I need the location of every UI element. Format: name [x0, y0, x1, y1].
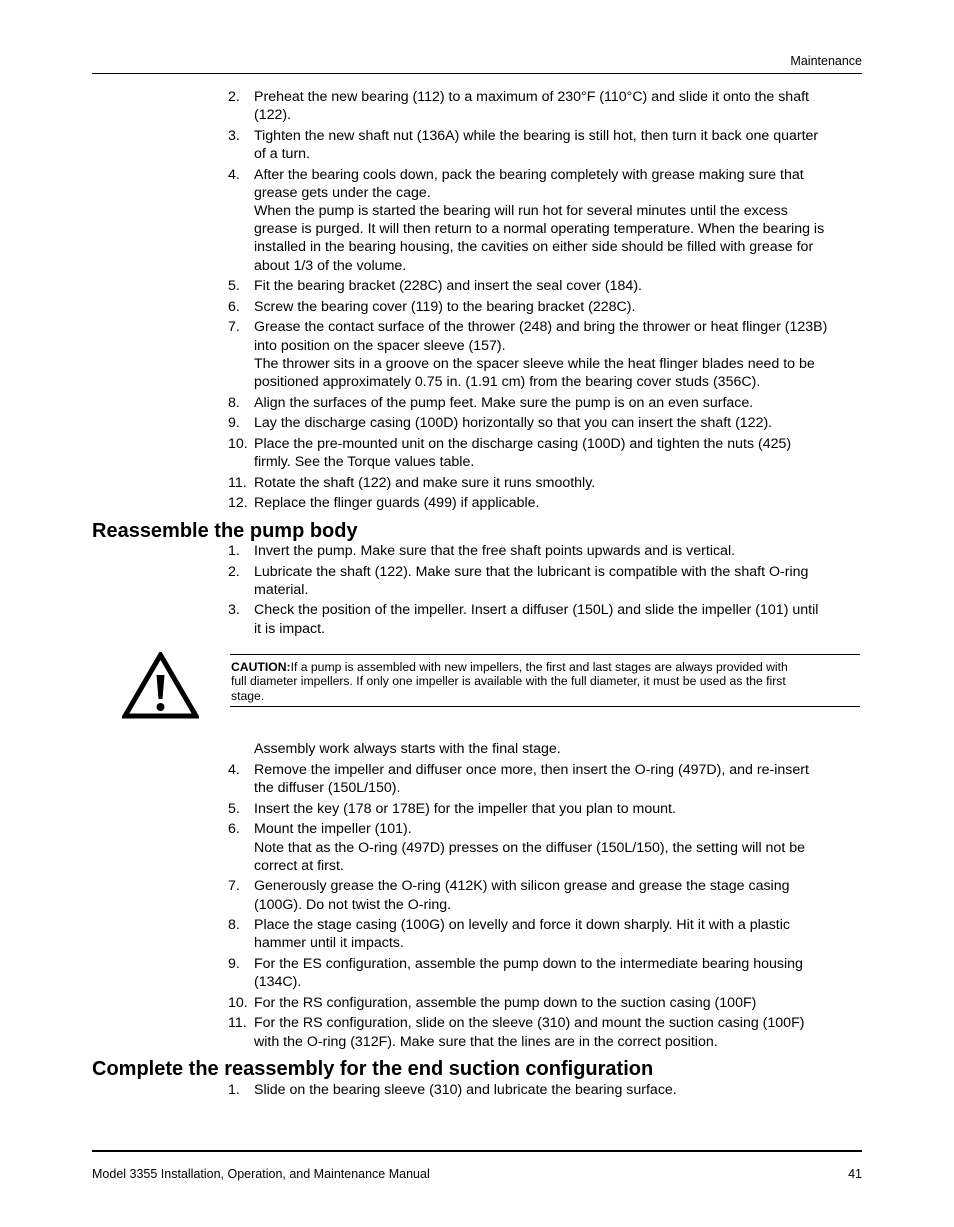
step-number: 7.	[228, 319, 240, 336]
step-text-line: For the ES configuration, assemble the pump down to the intermediate bearing housing	[254, 955, 803, 972]
step-text-line: Fit the bearing bracket (228C) and insert the seal cover (184).	[254, 278, 642, 295]
list-item	[228, 800, 868, 818]
step-text-line: Align the surfaces of the pump feet. Make sure the pump is on an even surface.	[254, 394, 754, 411]
step-text-line: Lubricate the shaft (122). Make sure that the lubricant is compatible with the shaft O-ring	[254, 563, 809, 580]
step-number: 8.	[228, 394, 240, 411]
step-text-line: it is impact.	[254, 620, 325, 637]
step-text-line: The thrower sits in a groove on the spacer sleeve while the heat flinger blades need to be	[254, 355, 815, 372]
step-number: 2.	[228, 563, 240, 580]
step-number: 10.	[228, 435, 248, 452]
step-text-line: Mount the impeller (101).	[254, 821, 412, 838]
steps-list-end-suction	[228, 1081, 868, 1099]
step-number: 11.	[228, 1015, 247, 1032]
step-number: 7.	[228, 878, 240, 895]
step-text-line: installed in the bearing housing, the cavities on either side should be filled with grease for	[254, 239, 814, 256]
caution-line-3: stage.	[231, 688, 265, 703]
list-item	[228, 166, 868, 275]
step-number: 4.	[228, 762, 240, 778]
section-heading-end-suction: Complete the reassembly for the end suction configuration	[92, 1058, 654, 1080]
header-section-title: Maintenance	[790, 54, 862, 68]
caution-notice	[230, 654, 860, 707]
step-number: 1.	[228, 1082, 240, 1098]
list-item	[228, 127, 868, 163]
step-text-line: positioned approximately 0.75 in. (1.91 cm) from the bearing cover studs (356C).	[254, 374, 761, 390]
assembly-note: Assembly work always starts with the final stage.	[254, 741, 561, 757]
step-number: 12.	[228, 495, 248, 512]
steps-list-pump-body	[228, 542, 868, 638]
list-item	[228, 318, 868, 391]
list-item	[228, 601, 868, 637]
step-text-line: For the RS configuration, assemble the pump down to the suction casing (100F)	[254, 994, 757, 1011]
list-item	[228, 955, 868, 991]
step-text-line: Tighten the new shaft nut (136A) while the bearing is still hot, then turn it back one quarter	[254, 127, 819, 144]
steps-list-bearing	[228, 88, 868, 512]
step-number: 2.	[228, 89, 240, 105]
step-text-line: grease is purged. It will then return to a normal operating temperature. When the bearing is	[254, 221, 825, 238]
step-text-line: correct at first.	[254, 857, 344, 874]
list-item	[228, 1014, 868, 1050]
step-number: 10.	[228, 994, 248, 1011]
step-text-line: Slide on the bearing sleeve (310) and lubricate the bearing surface.	[254, 1082, 677, 1098]
list-item	[228, 994, 868, 1012]
list-item	[228, 474, 868, 492]
step-number: 5.	[228, 800, 240, 817]
step-text-line: material.	[254, 581, 309, 598]
step-text-line: of a turn.	[254, 146, 310, 162]
list-item	[228, 542, 868, 560]
step-text-line: hammer until it impacts.	[254, 935, 404, 952]
warning-triangle-icon	[122, 652, 199, 720]
page-number: 41	[848, 1167, 862, 1181]
list-item	[228, 277, 868, 295]
header-divider	[92, 73, 862, 74]
list-item	[228, 298, 868, 316]
step-number: 9.	[228, 415, 240, 432]
step-text-line: Place the pre-mounted unit on the discharge casing (100D) and tighten the nuts (425)	[254, 435, 792, 452]
step-number: 6.	[228, 298, 240, 315]
step-text-line: (100G). Do not twist the O-ring.	[254, 896, 452, 913]
step-text-line: Preheat the new bearing (112) to a maximum of 230°F (110°C) and slide it onto the shaft	[254, 89, 809, 105]
step-text-line: Remove the impeller and diffuser once more, then insert the O-ring (497D), and re-insert	[254, 762, 809, 778]
caution-line-1: If a pump is assembled with new impellers, the first and last stages are always provided with	[290, 660, 788, 674]
step-text-line: Place the stage casing (100G) on levelly and force it down sharply. Hit it with a plastic	[254, 917, 790, 934]
list-item	[228, 494, 868, 512]
step-text-line: Note that as the O-ring (497D) presses on the diffuser (150L/150), the setting will not be	[254, 839, 805, 856]
list-item	[228, 88, 868, 124]
step-number: 1.	[228, 543, 240, 559]
caution-label: CAUTION:	[231, 660, 291, 674]
step-text-line: Lay the discharge casing (100D) horizontally so that you can insert the shaft (122).	[254, 415, 773, 432]
step-text-line: firmly. See the Torque values table.	[254, 453, 475, 470]
step-text-line: the diffuser (150L/150).	[254, 780, 401, 797]
list-item	[228, 761, 868, 797]
step-text-line: about 1/3 of the volume.	[254, 257, 407, 274]
step-text-line: grease gets under the cage.	[254, 184, 431, 201]
step-text-line: Rotate the shaft (122) and make sure it runs smoothly.	[254, 474, 596, 491]
step-text-line: Grease the contact surface of the thrower (248) and bring the thrower or heat flinger (123B)	[254, 319, 828, 336]
step-text-line: (122).	[254, 107, 292, 124]
footer-divider	[92, 1150, 862, 1152]
step-number: 3.	[228, 127, 240, 144]
step-text-line: with the O-ring (312F). Make sure that the lines are in the correct position.	[254, 1033, 718, 1050]
list-item	[228, 414, 868, 432]
section-heading-reassemble-pump-body: Reassemble the pump body	[92, 520, 358, 542]
list-item	[228, 1081, 868, 1099]
step-number: 6.	[228, 821, 240, 838]
list-item	[228, 877, 868, 913]
step-number: 5.	[228, 278, 240, 295]
list-item	[228, 820, 868, 875]
step-text-line: into position on the spacer sleeve (157).	[254, 337, 506, 354]
step-text-line: For the RS configuration, slide on the sleeve (310) and mount the suction casing (100F)	[254, 1015, 805, 1032]
step-text-line: After the bearing cools down, pack the bearing completely with grease making sure that	[254, 166, 804, 183]
step-number: 8.	[228, 917, 240, 934]
step-text-line: Insert the key (178 or 178E) for the impeller that you plan to mount.	[254, 800, 676, 817]
step-text-line: When the pump is started the bearing will run hot for several minutes until the excess	[254, 203, 788, 219]
list-item	[228, 435, 868, 471]
step-number: 11.	[228, 474, 247, 491]
step-text-line: Screw the bearing cover (119) to the bearing bracket (228C).	[254, 298, 636, 315]
step-text-line: Invert the pump. Make sure that the free shaft points upwards and is vertical.	[254, 543, 736, 559]
step-text-line: (134C).	[254, 974, 302, 991]
steps-list-stages	[228, 761, 868, 1051]
step-text-line: Replace the flinger guards (499) if applicable.	[254, 495, 540, 512]
step-text-line: Generously grease the O-ring (412K) with silicon grease and grease the stage casing	[254, 878, 790, 895]
caution-line-2: full diameter impellers. If only one impeller is available with the full diameter, it must be used as the first	[231, 674, 786, 689]
list-item	[228, 916, 868, 952]
step-number: 4.	[228, 166, 240, 183]
list-item	[228, 394, 868, 412]
manual-title: Model 3355 Installation, Operation, and Maintenance Manual	[92, 1167, 430, 1181]
step-number: 3.	[228, 602, 240, 619]
step-number: 9.	[228, 955, 240, 972]
list-item	[228, 563, 868, 599]
step-text-line: Check the position of the impeller. Insert a diffuser (150L) and slide the impeller (101) until	[254, 602, 819, 619]
